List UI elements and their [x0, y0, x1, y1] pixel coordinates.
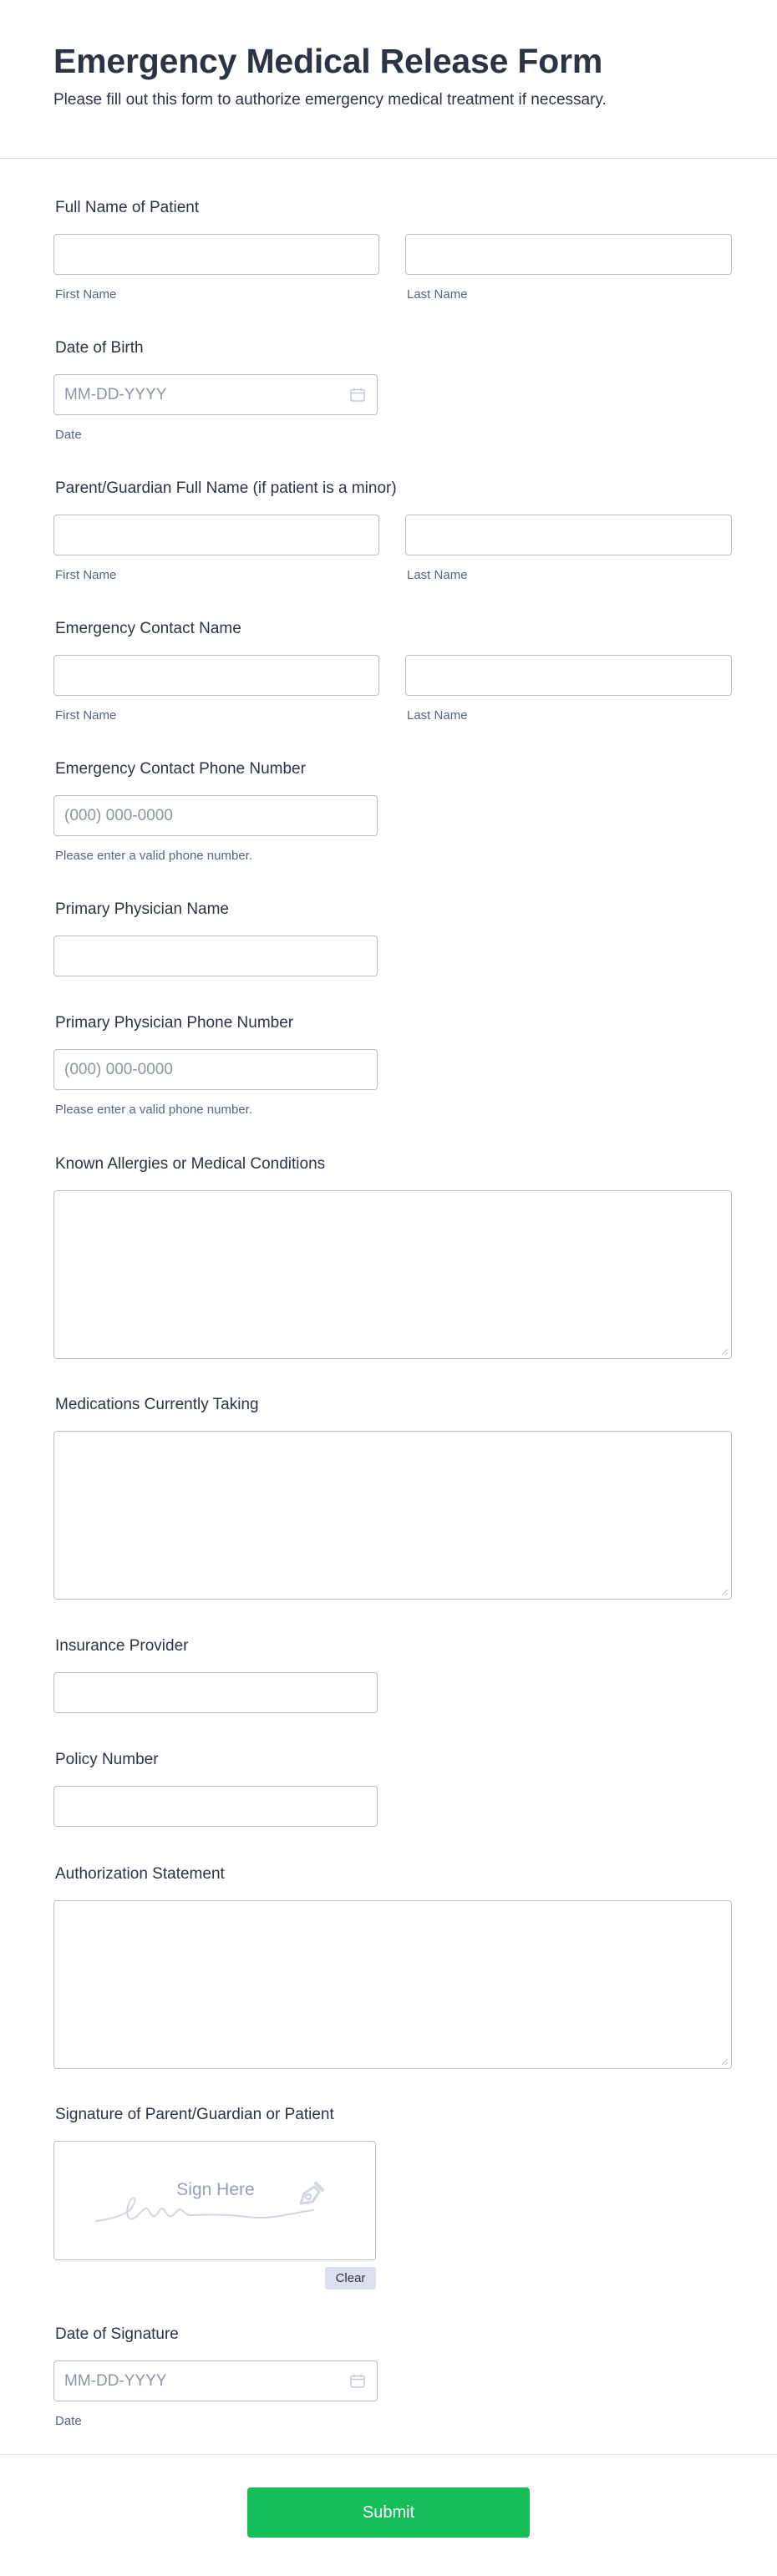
form-footer: [0, 2454, 777, 2576]
field-label: Primary Physician Name: [55, 900, 229, 918]
phone-sublabel: Please enter a valid phone number.: [55, 849, 252, 863]
authorization-textarea[interactable]: [53, 1900, 732, 2069]
date-sublabel: Date: [55, 2414, 82, 2428]
first-name-sublabel: First Name: [55, 287, 117, 302]
allergies-textarea[interactable]: [53, 1190, 732, 1359]
date-placeholder: MM-DD-YYYY: [64, 2372, 167, 2390]
field-label: Signature of Parent/Guardian or Patient: [55, 2106, 334, 2123]
emergency-last-name-input[interactable]: [405, 655, 732, 696]
signature-scribble-icon: [54, 2142, 377, 2261]
form-title: Emergency Medical Release Form: [53, 42, 603, 80]
sign-here-placeholder: Sign Here: [176, 2180, 255, 2199]
last-name-sublabel: Last Name: [407, 708, 468, 723]
field-label: Medications Currently Taking: [55, 1396, 259, 1413]
field-label: Insurance Provider: [55, 1637, 189, 1655]
resize-handle-icon[interactable]: [720, 2057, 729, 2066]
resize-handle-icon[interactable]: [720, 1588, 729, 1596]
field-label: Authorization Statement: [55, 1865, 225, 1883]
medications-textarea[interactable]: [53, 1431, 732, 1600]
insurance-input[interactable]: [53, 1672, 378, 1713]
guardian-first-name-input[interactable]: [53, 515, 379, 555]
field-label: Emergency Contact Phone Number: [55, 760, 306, 778]
date-sublabel: Date: [55, 428, 82, 442]
patient-first-name-input[interactable]: [53, 234, 379, 275]
form-header: [0, 0, 777, 159]
first-name-sublabel: First Name: [55, 568, 117, 582]
last-name-sublabel: Last Name: [407, 568, 468, 582]
clear-signature-button[interactable]: Clear: [325, 2267, 376, 2289]
signature-pad[interactable]: [53, 2141, 376, 2260]
guardian-last-name-input[interactable]: [405, 515, 732, 555]
field-label: Date of Signature: [55, 2325, 179, 2343]
resize-handle-icon[interactable]: [720, 1347, 729, 1356]
policy-input[interactable]: [53, 1786, 378, 1827]
field-label: Parent/Guardian Full Name (if patient is a minor): [55, 479, 397, 497]
physician-name-input[interactable]: [53, 936, 378, 976]
calendar-icon[interactable]: [350, 388, 365, 402]
patient-last-name-input[interactable]: [405, 234, 732, 275]
submit-button[interactable]: Submit: [247, 2487, 530, 2538]
last-name-sublabel: Last Name: [407, 287, 468, 302]
dob-placeholder: MM-DD-YYYY: [64, 386, 167, 403]
phone-sublabel: Please enter a valid phone number.: [55, 1103, 252, 1117]
field-label: Date of Birth: [55, 339, 144, 357]
field-label: Emergency Contact Name: [55, 620, 241, 637]
phone-placeholder: (000) 000-0000: [64, 1061, 173, 1078]
field-label: Known Allergies or Medical Conditions: [55, 1155, 326, 1173]
calendar-icon[interactable]: [350, 2374, 365, 2388]
emergency-phone-input[interactable]: [53, 795, 378, 836]
phone-placeholder: (000) 000-0000: [64, 807, 173, 824]
field-label: Policy Number: [55, 1751, 159, 1768]
first-name-sublabel: First Name: [55, 708, 117, 723]
signature-date-input[interactable]: [53, 2360, 378, 2401]
pen-icon: [292, 2178, 326, 2212]
form-subtitle: Please fill out this form to authorize emergency medical treatment if necessary.: [53, 91, 607, 109]
emergency-first-name-input[interactable]: [53, 655, 379, 696]
physician-phone-input[interactable]: [53, 1049, 378, 1090]
dob-input[interactable]: [53, 374, 378, 415]
field-label: Primary Physician Phone Number: [55, 1014, 294, 1032]
field-label: Full Name of Patient: [55, 199, 200, 216]
